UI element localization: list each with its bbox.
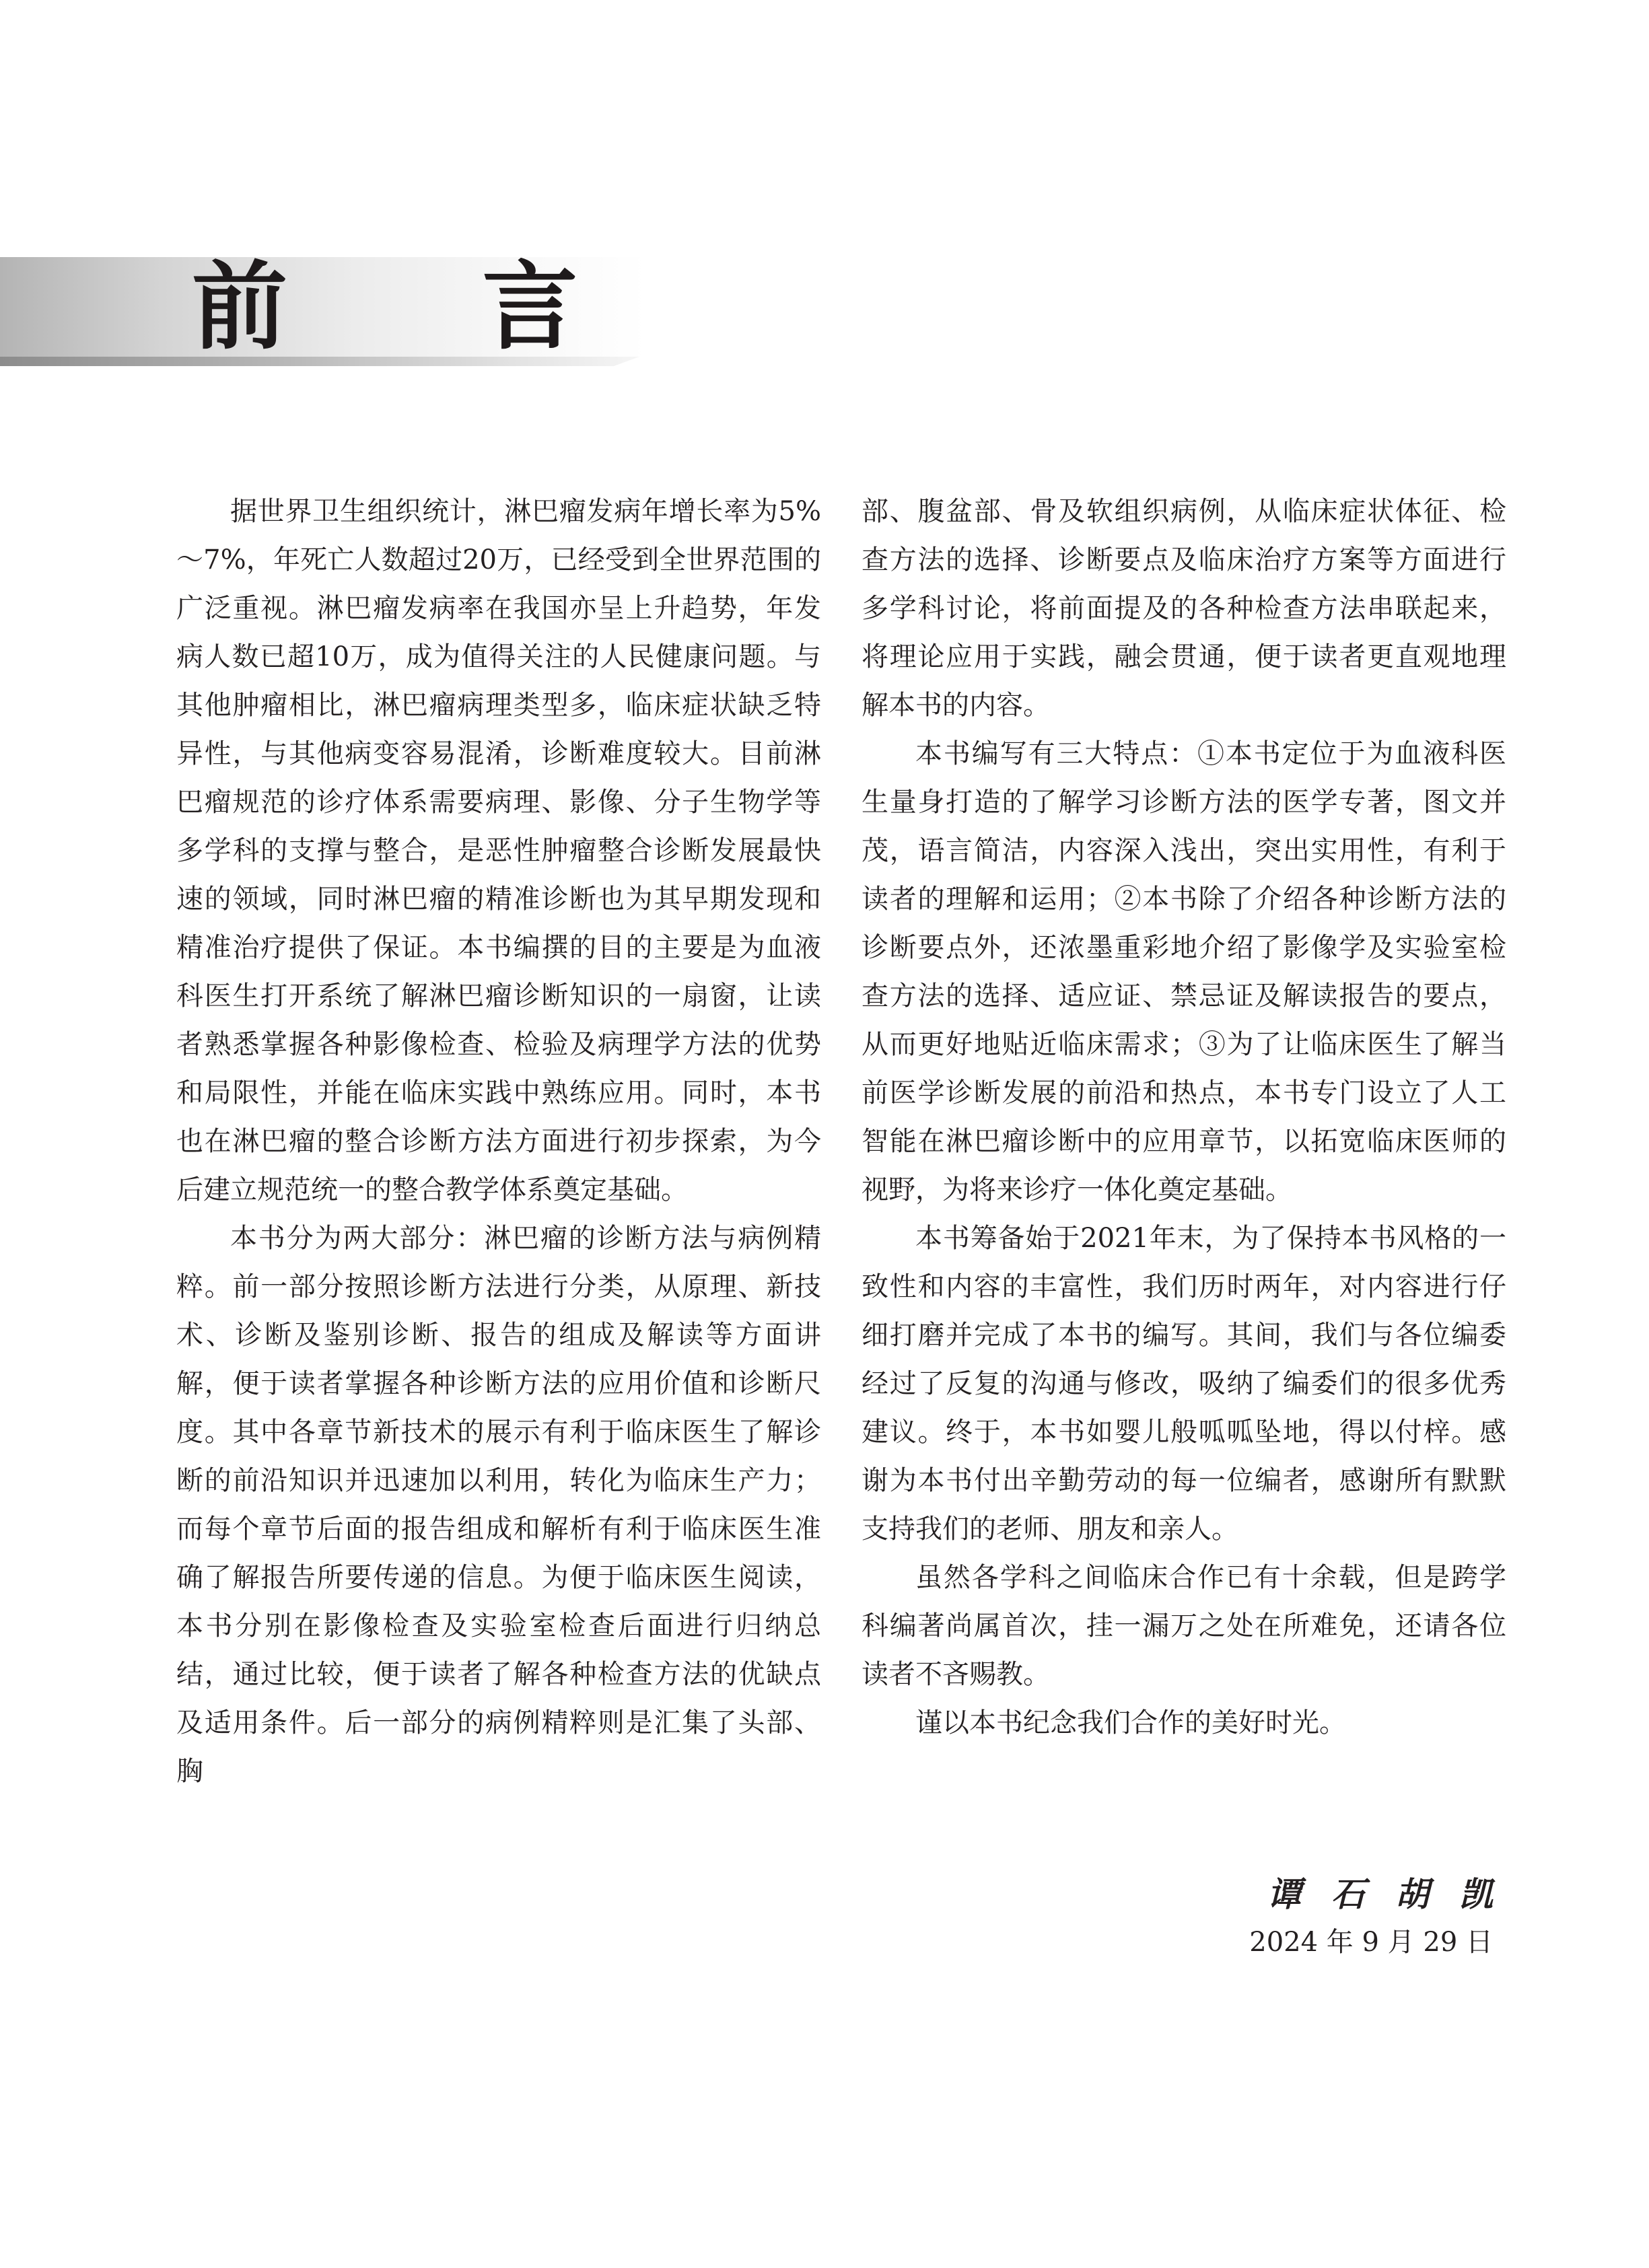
paragraph-request: 虽然各学科之间临床合作已有十余载，但是跨学科编著尚属首次，挂一漏万之处在所难免，还请各位读者不吝赐教。 bbox=[862, 1562, 1506, 1690]
paragraph-dedication: 谨以本书纪念我们合作的美好时光。 bbox=[915, 1707, 1346, 1738]
paragraph-preparation: 本书筹备始于2021年末，为了保持本书风格的一致性和内容的丰富性，我们历时两年，对内容进行仔细打磨并完成了本书的编写。其间，我们与各位编委经过了反复的沟通与修改，吸纳了编委们的很多优秀建议。终于，本书如婴儿般呱呱坠地，得以付梓。感谢为本书付出辛勤劳动的每一位编者，感谢所有默默支持我们的老师、朋友和亲人。 bbox=[862, 1223, 1506, 1545]
right-column bbox=[862, 487, 1506, 1747]
author-names: 谭石胡凯 bbox=[1267, 1874, 1523, 1914]
paragraph-features: 本书编写有三大特点：①本书定位于为血液科医生量身打造的了解学习诊断方法的医学专著，图文并茂，语言简洁，内容深入浅出，突出实用性，有利于读者的理解和运用；②本书除了介绍各种诊断方法的诊断要点外，还浓墨重彩地介绍了影像学及实验室检查方法的选择、适应证、禁忌证及解读报告的要点，从而更好地贴近临床需求；③为了让临床医生了解当前医学诊断发展的前沿和热点，本书专门设立了人工智能在淋巴瘤诊断中的应用章节，以拓宽临床医师的视野，为将来诊疗一体化奠定基础。 bbox=[862, 738, 1506, 1205]
page-title: 前 言 bbox=[192, 251, 659, 363]
left-column bbox=[176, 487, 821, 1796]
paragraph-structure-continued: 部、腹盆部、骨及软组织病例，从临床症状体征、检查方法的选择、诊断要点及临床治疗方案等方面进行多学科讨论，将前面提及的各种检查方法串联起来，将理论应用于实践，融会贯通，便于读者更直观地理解本书的内容。 bbox=[862, 496, 1506, 721]
signature-block bbox=[1249, 1871, 1523, 1966]
paragraph-intro: 据世界卫生组织统计，淋巴瘤发病年增长率为5%～7%，年死亡人数超过20万，已经受到全世界范围的广泛重视。淋巴瘤发病率在我国亦呈上升趋势，年发病人数已超10万，成为值得关注的人民健康问题。与其他肿瘤相比，淋巴瘤病理类型多，临床症状缺乏特异性，与其他病变容易混淆，诊断难度较大。目前淋巴瘤规范的诊疗体系需要病理、影像、分子生物学等多学科的支撑与整合，是恶性肿瘤整合诊断发展最快速的领域，同时淋巴瘤的精准诊断也为其早期发现和精准治疗提供了保证。本书编撰的目的主要是为血液科医生打开系统了解淋巴瘤诊断知识的一扇窗，让读者熟悉掌握各种影像检查、检验及病理学方法的优势和局限性，并能在临床实践中熟练应用。同时，本书也在淋巴瘤的整合诊断方法方面进行初步探索，为今后建立规范统一的整合教学体系奠定基础。 bbox=[176, 496, 821, 1205]
paragraph-structure: 本书分为两大部分：淋巴瘤的诊断方法与病例精粹。前一部分按照诊断方法进行分类，从原理、新技术、诊断及鉴别诊断、报告的组成及解读等方面讲解，便于读者掌握各种诊断方法的应用价值和诊断尺度。其中各章节新技术的展示有利于临床医生了解诊断的前沿知识并迅速加以利用，转化为临床生产力；而每个章节后面的报告组成和解析有利于临床医生准确了解报告所要传递的信息。为便于临床医生阅读，本书分别在影像检查及实验室检查后面进行归纳总结，通过比较，便于读者了解各种检查方法的优缺点及适用条件。后一部分的病例精粹则是汇集了头部、胸 bbox=[176, 1223, 821, 1787]
signature-date: 2024 年 9 月 29 日 bbox=[1249, 1927, 1493, 1958]
